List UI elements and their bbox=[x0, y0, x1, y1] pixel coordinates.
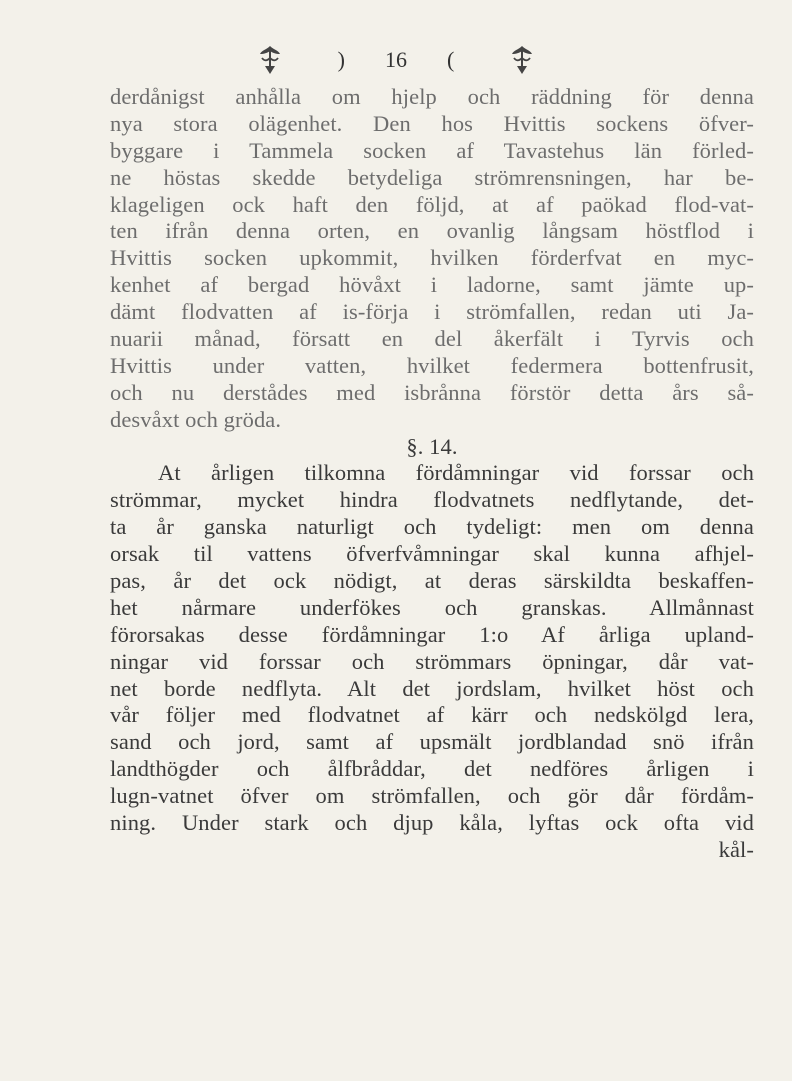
text-line: het nårmare underfökes och granskas. Allmånnast bbox=[110, 594, 754, 620]
text-line: desvåxt och gröda. bbox=[110, 406, 282, 432]
text-line: nya stora olägenhet. Den hos Hvittis sockens öfver- bbox=[110, 110, 754, 136]
text-line: vår följer med flodvatnet af kärr och nedskölgd lera, bbox=[110, 702, 754, 728]
paragraph-2 bbox=[110, 460, 754, 836]
text-line: ta år ganska naturligt och tydeligt: men om denna bbox=[110, 514, 754, 540]
text-line: Hvittis under vatten, hvilket federmera bottenfrusit, bbox=[110, 352, 754, 378]
page-header bbox=[0, 40, 792, 80]
text-line: pas, år det ock nödigt, at deras särskildta beskaffen- bbox=[110, 568, 754, 594]
header-paren-right: ( bbox=[447, 47, 455, 72]
text-line: Hvittis socken upkommit, hvilken förderfvat en myc- bbox=[110, 245, 754, 271]
text-line: strömmar, mycket hindra flodvatnets nedflytande, det- bbox=[110, 487, 754, 513]
paragraph-1 bbox=[110, 84, 754, 434]
text-line: ningar vid forssar och strömmars öpningar, dår vat- bbox=[110, 648, 754, 674]
text-line: och nu derstådes med isbrånna förstör detta års så- bbox=[110, 379, 754, 405]
text-line: sand och jord, samt af upsmält jordblandad snö ifrån bbox=[110, 729, 754, 755]
text-line: kenhet af bergad hövåxt i ladorne, samt jämte up- bbox=[110, 272, 754, 298]
fleuron-ornament-icon bbox=[508, 44, 536, 76]
header-paren-left: ) bbox=[337, 47, 345, 72]
text-line: net borde nedflyta. Alt det jordslam, hvilket höst och bbox=[110, 675, 754, 701]
text-line: At årligen tilkomna fördåmningar vid forssar och bbox=[158, 460, 754, 486]
text-line: dämt flodvatten af is-förja i strömfallen, redan uti Ja- bbox=[110, 299, 754, 325]
text-line: förorsakas desse fördåmningar 1:o Af årliga upland- bbox=[110, 621, 754, 647]
text-line: landthögder och ålfbråddar, det nedföres årligen i bbox=[110, 756, 754, 782]
text-line: klageligen ock haft den följd, at af paökad flod-vat- bbox=[110, 191, 754, 217]
text-line: byggare i Tammela socken af Tavastehus län förled- bbox=[110, 137, 754, 163]
text-line: nuarii månad, försatt en del åkerfält i Tyrvis och bbox=[110, 326, 754, 352]
catchword: kål- bbox=[718, 836, 754, 862]
text-line: orsak til vattens öfverfvåmningar skal kunna afhjel- bbox=[110, 541, 754, 567]
text-line: ne höstas skedde betydeliga strömrensningen, har be- bbox=[110, 164, 754, 190]
page-number: 16 bbox=[385, 47, 407, 72]
text-line: ning. Under stark och djup kåla, lyftas ock ofta vid bbox=[110, 810, 754, 836]
text-line: ten ifrån denna orten, en ovanlig långsam höstflod i bbox=[110, 218, 754, 244]
section-heading: §. 14. bbox=[406, 433, 458, 459]
text-line: lugn-vatnet öfver om strömfallen, och gör dår fördåm- bbox=[110, 783, 754, 809]
text-line: derdånigst anhålla om hjelp och räddning för denna bbox=[110, 84, 754, 109]
body-text bbox=[110, 84, 754, 864]
fleuron-ornament-icon bbox=[256, 44, 284, 76]
